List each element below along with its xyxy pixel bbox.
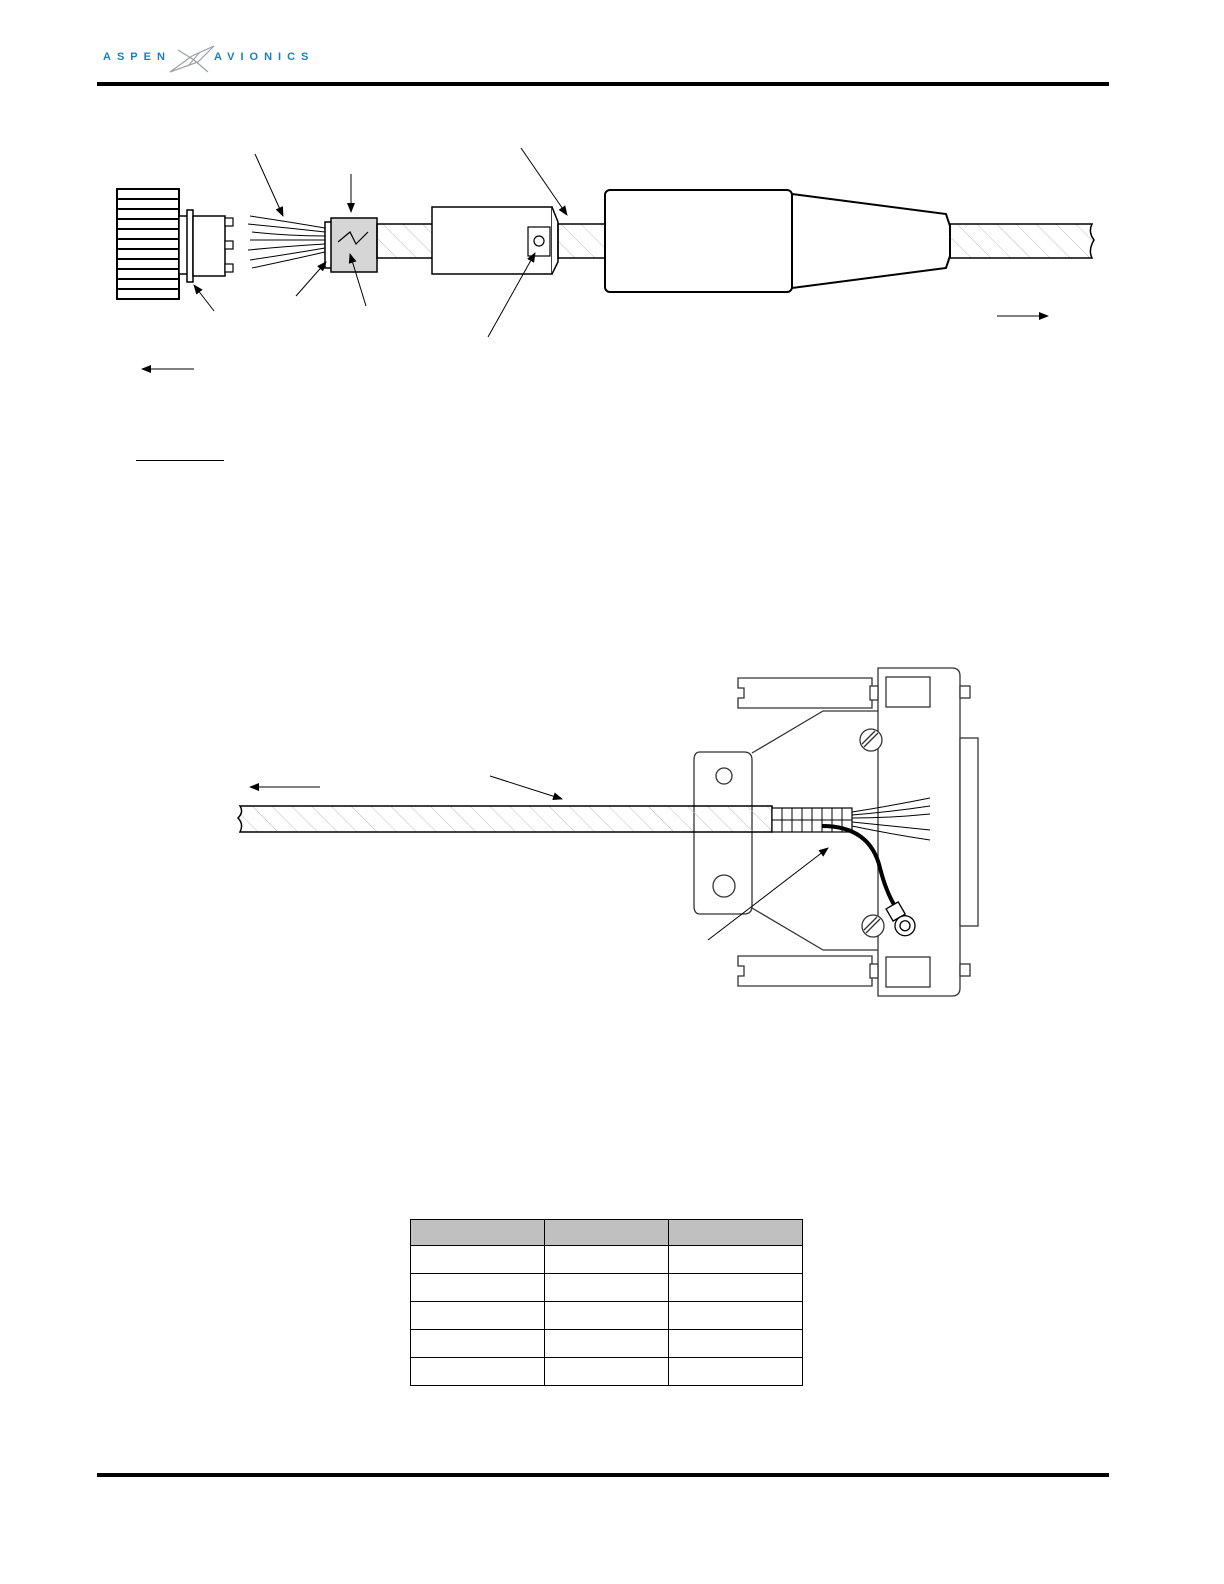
table-cell [411, 1330, 545, 1358]
table-row [411, 1302, 803, 1330]
table-cell [669, 1358, 803, 1386]
table-cell [669, 1302, 803, 1330]
table-header-cell [669, 1220, 803, 1246]
table-header-cell [411, 1220, 545, 1246]
table-row [411, 1246, 803, 1274]
screw-icon [862, 915, 884, 937]
table-cell [411, 1358, 545, 1386]
table-row [411, 1274, 803, 1302]
table-header-row [411, 1220, 803, 1246]
table-header-cell [545, 1220, 669, 1246]
table-row [411, 1358, 803, 1386]
logo-text-right: AVIONICS [214, 51, 315, 63]
table-cell [411, 1302, 545, 1330]
screw-icon [860, 729, 882, 751]
table-cell [411, 1274, 545, 1302]
table-cell [669, 1274, 803, 1302]
logo-text-left: ASPEN [103, 51, 171, 63]
spec-table [410, 1219, 803, 1386]
table-row [411, 1330, 803, 1358]
table-cell [545, 1274, 669, 1302]
table-cell [545, 1330, 669, 1358]
table-cell [545, 1358, 669, 1386]
table-cell [545, 1246, 669, 1274]
dsub-cable-jacket [238, 806, 772, 832]
table-cell [669, 1330, 803, 1358]
table-cell [411, 1246, 545, 1274]
footer-rule [97, 1473, 1109, 1477]
table-cell [545, 1302, 669, 1330]
table-cell [669, 1246, 803, 1274]
